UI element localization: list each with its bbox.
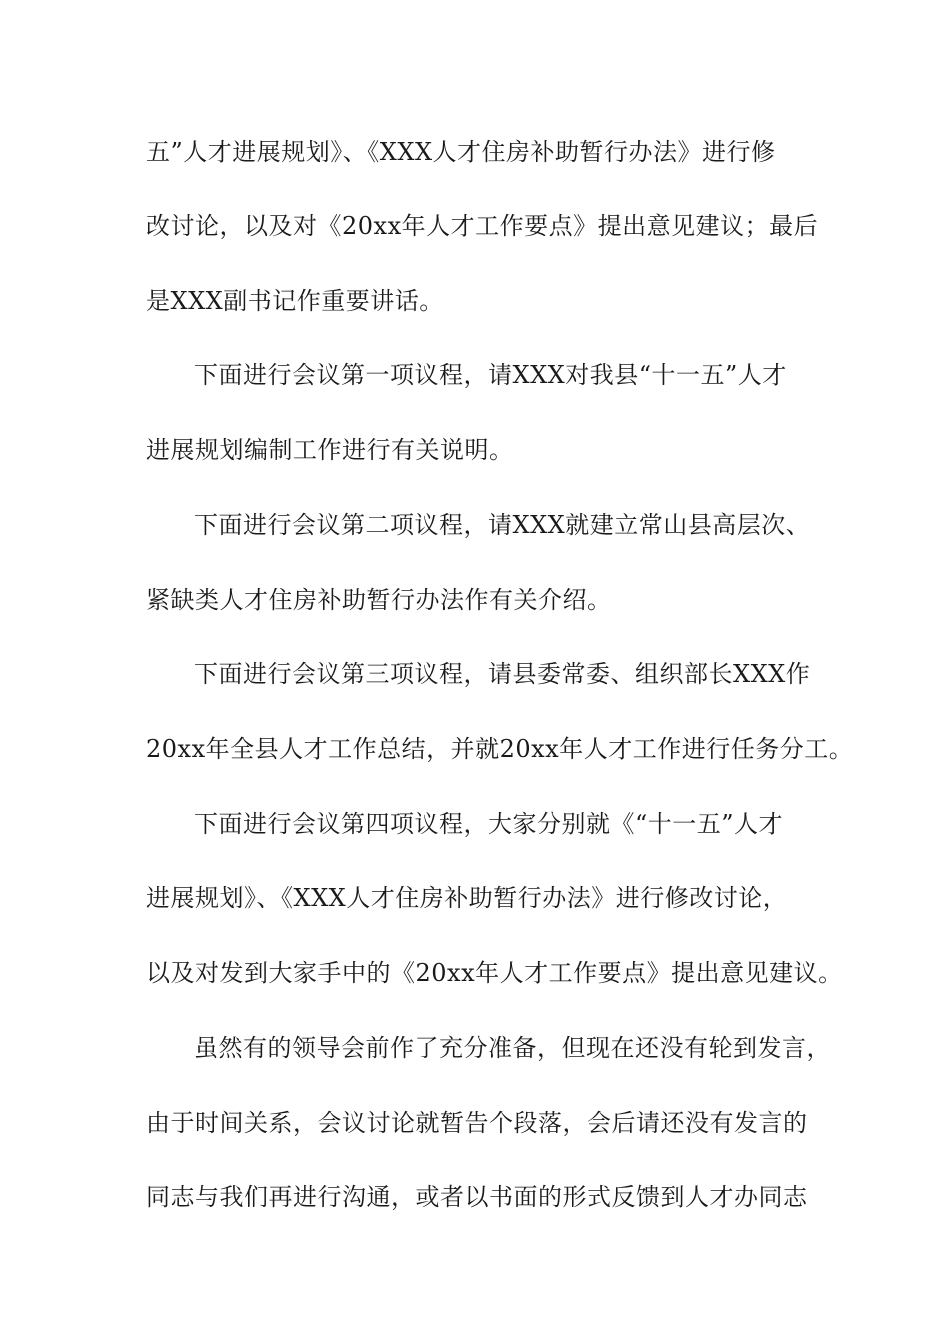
text-line: 以及对发到大家手中的《20xx年人才工作要点》提出意见建议。 xyxy=(146,959,843,987)
paragraph-first-line: 下面进行会议第四项议程，大家分别就《“十一五”人才 xyxy=(194,810,784,838)
text-line: 同志与我们再进行沟通，或者以书面的形式反馈到人才办同志 xyxy=(146,1183,808,1211)
text-line: 由于时间关系，会议讨论就暂告个段落，会后请还没有发言的 xyxy=(146,1109,808,1137)
text-line: 进展规划编制工作进行有关说明。 xyxy=(146,436,514,464)
paragraph-first-line: 下面进行会议第一项议程，请XXX对我县“十一五”人才 xyxy=(194,361,787,389)
text-line: 紧缺类人才住房补助暂行办法作有关介绍。 xyxy=(146,586,612,614)
text-line: 是XXX副书记作重要讲话。 xyxy=(146,287,444,315)
paragraph-first-line: 下面进行会议第二项议程，请XXX就建立常山县高层次、 xyxy=(194,511,811,539)
paragraph-first-line: 虽然有的领导会前作了充分准备，但现在还没有轮到发言， xyxy=(194,1034,831,1062)
paragraph-first-line: 下面进行会议第三项议程，请县委常委、组织部长XXX作 xyxy=(194,660,811,688)
text-line: 进展规划》、《XXX人才住房补助暂行办法》进行修改讨论， xyxy=(146,884,788,912)
text-line: 五”人才进展规划》、《XXX人才住房补助暂行办法》进行修 xyxy=(146,138,776,166)
text-line: 20xx年全县人才工作总结，并就20xx年人才工作进行任务分工。 xyxy=(146,735,854,763)
text-line: 改讨论，以及对《20xx年人才工作要点》提出意见建议；最后 xyxy=(146,212,819,240)
